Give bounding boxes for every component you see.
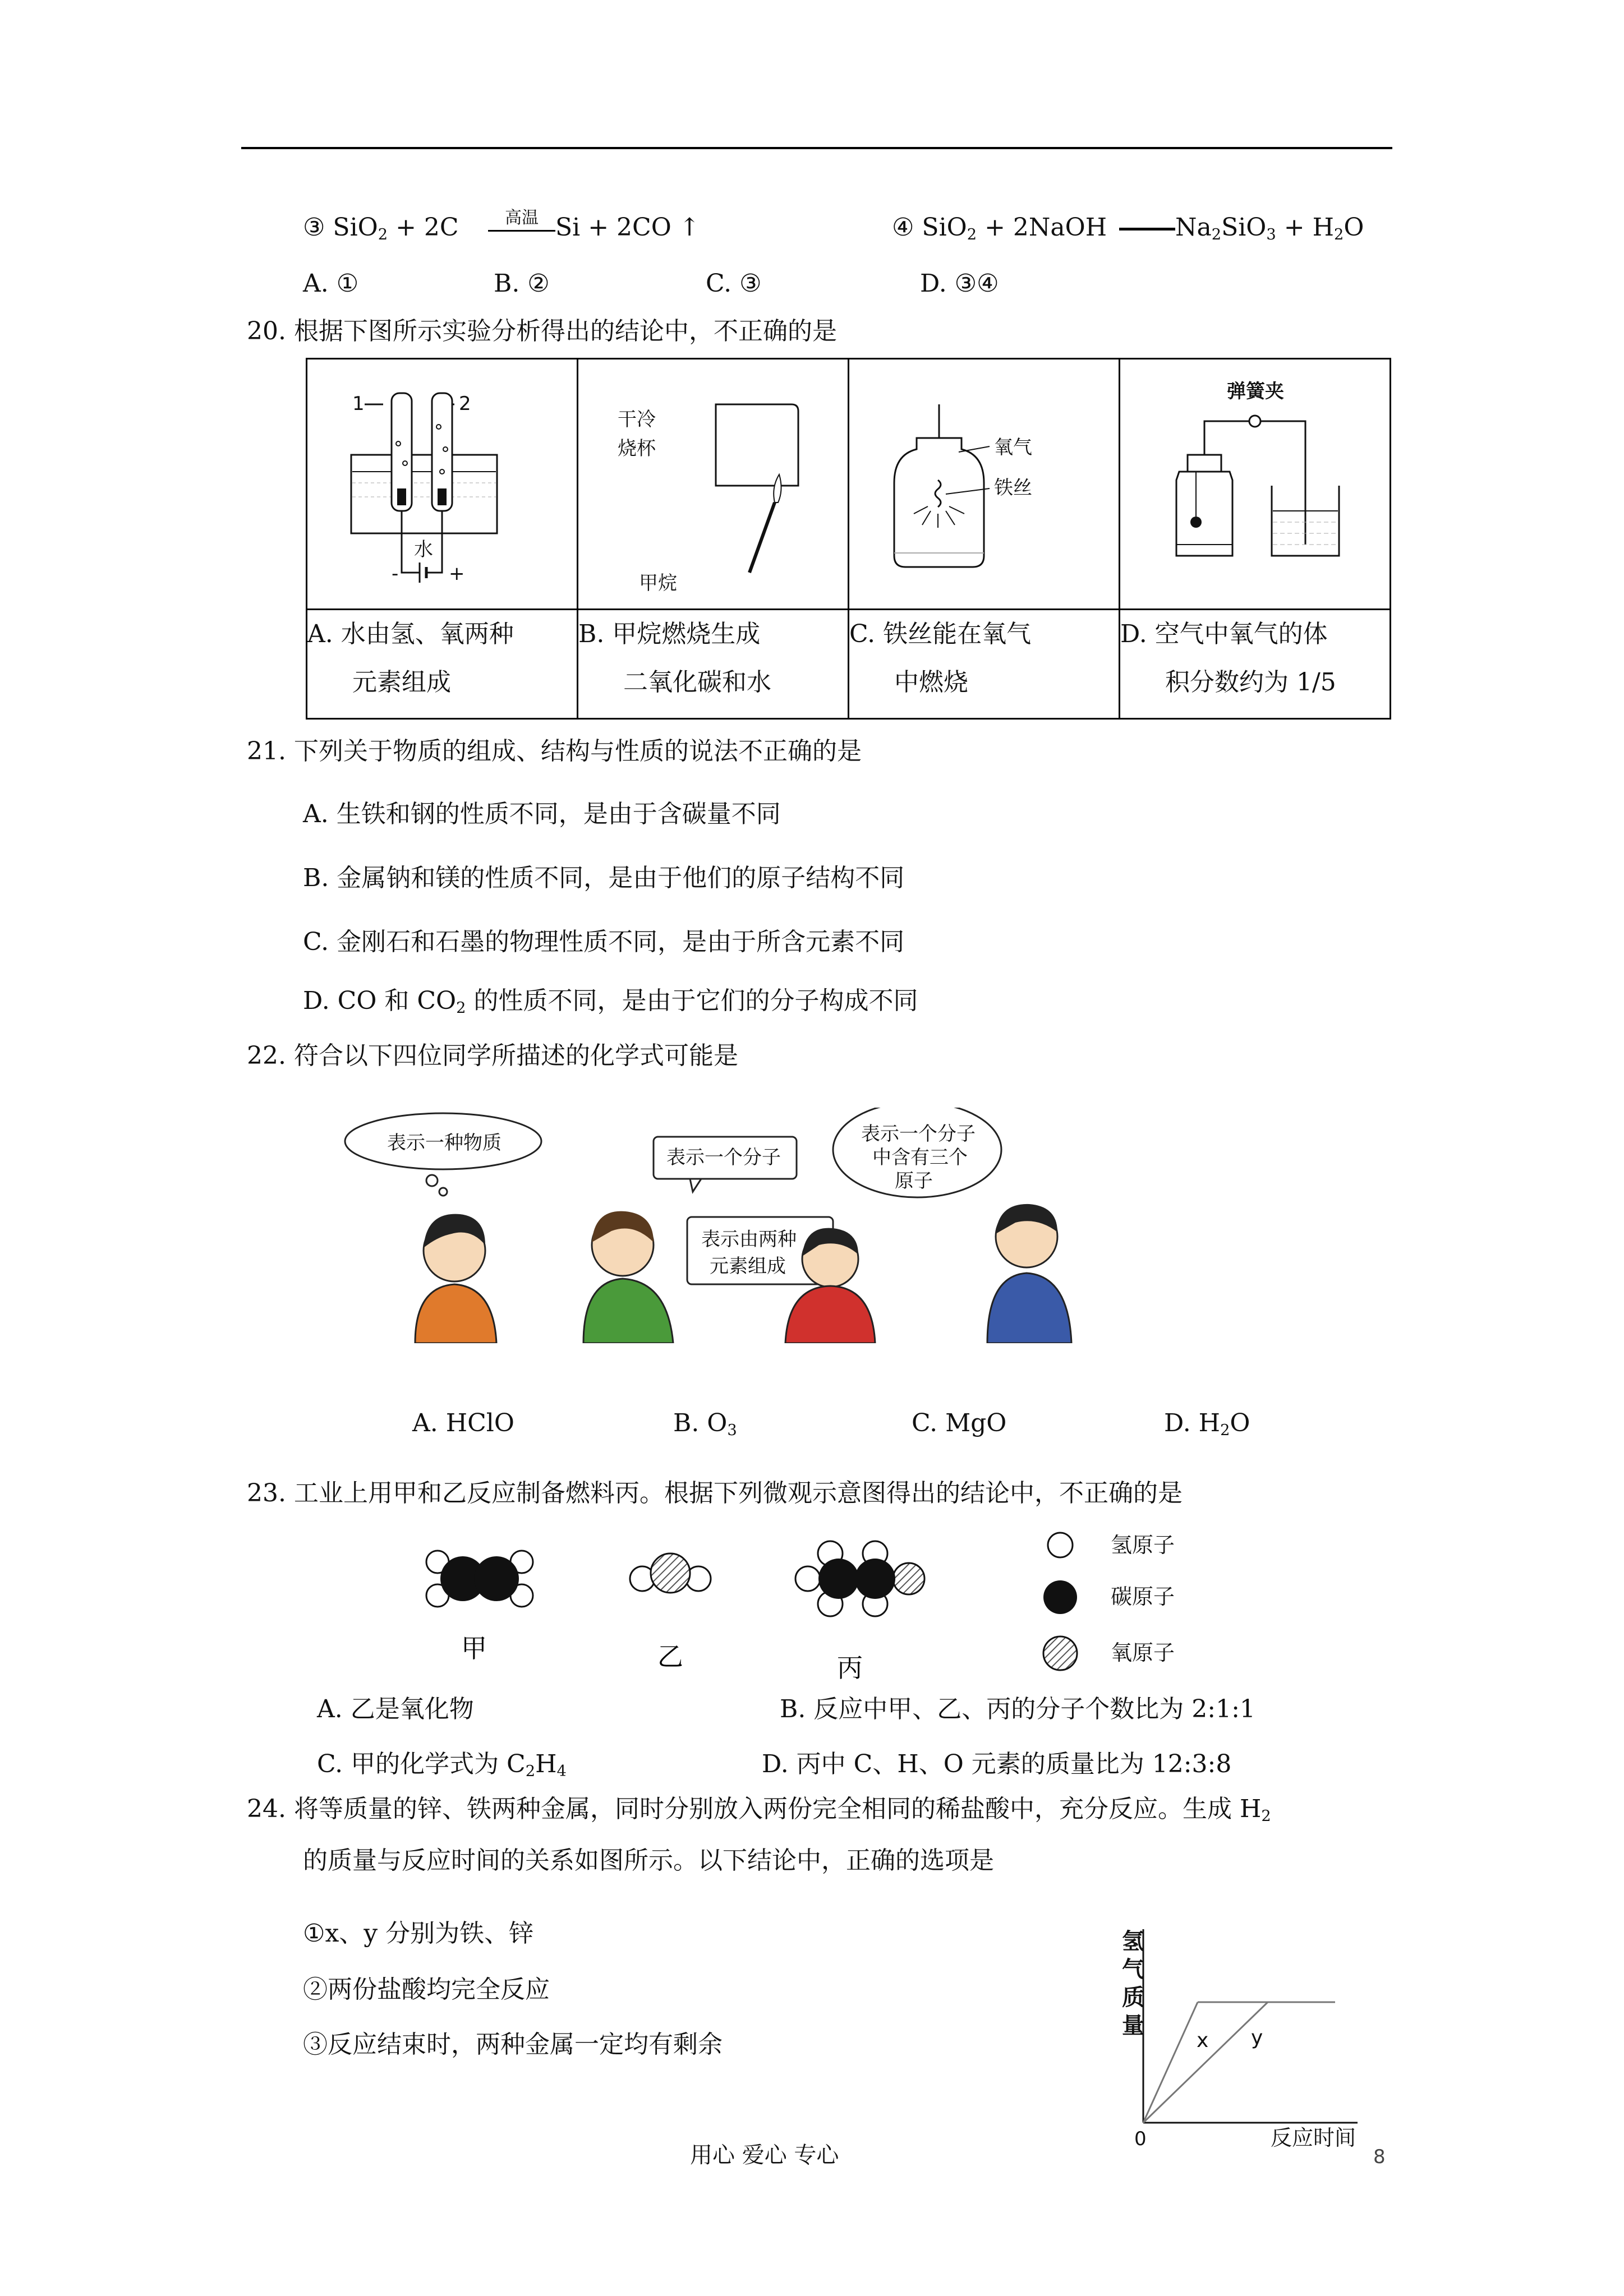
q22-option-c: C. MgO bbox=[912, 1409, 1007, 1437]
legend-hydrogen-swatch bbox=[1048, 1533, 1073, 1557]
molecule-bing-label: 丙 bbox=[837, 1653, 863, 1683]
condition-high-temp: 高温 bbox=[488, 209, 555, 242]
exp-methane-combustion bbox=[578, 359, 849, 610]
bubble-one-molecule: 表示一个分子 bbox=[666, 1146, 781, 1169]
legend-oxygen-swatch bbox=[1043, 1636, 1077, 1670]
caption-a: A. 水由氢、氧两种 元素组成 bbox=[307, 610, 578, 719]
bubble-two-elements-1: 表示由两种 bbox=[701, 1228, 797, 1251]
series-y-label: y bbox=[1251, 2026, 1263, 2049]
q21-option-a: A. 生铁和钢的性质不同，是由于含碳量不同 bbox=[303, 800, 781, 828]
page-number: 8 bbox=[1373, 2146, 1386, 2168]
beaker-label-2: 烧杯 bbox=[618, 437, 656, 460]
molecule-diagram bbox=[415, 1525, 1268, 1688]
graph-origin: 0 bbox=[1134, 2128, 1147, 2150]
bubble-three-atoms-2: 中含有三个 bbox=[872, 1146, 968, 1169]
equation-3-products: Si + 2CO ↑ bbox=[555, 213, 700, 242]
legend-carbon: 碳原子 bbox=[1111, 1584, 1175, 1609]
bubble-three-atoms-3: 原子 bbox=[895, 1170, 933, 1192]
tube-1-label: 1 bbox=[352, 393, 365, 415]
q23-option-b: B. 反应中甲、乙、丙的分子个数比为 2:1:1 bbox=[780, 1695, 1255, 1723]
caption-b: B. 甲烷燃烧生成 二氧化碳和水 bbox=[578, 610, 849, 719]
q24-stem-line1: 24. 将等质量的锌、铁两种金属，同时分别放入两份完全相同的稀盐酸中，充分反应。生成 $H_2$ bbox=[247, 1795, 1271, 1825]
molecule-yi-label: 乙 bbox=[657, 1642, 683, 1672]
q22-option-a: A. HClO bbox=[412, 1409, 514, 1437]
q19-option-d: D. ③④ bbox=[920, 269, 999, 298]
spring-clip-label: 弹簧夹 bbox=[1227, 380, 1284, 403]
series-x-label: x bbox=[1197, 2029, 1209, 2052]
series-y-line bbox=[1143, 2002, 1268, 2123]
tube-2-label: 2 bbox=[459, 393, 471, 415]
graph-ylabel-2: 气 bbox=[1122, 1957, 1144, 1983]
q23-option-c: C. 甲的化学式为 $C_2H_4$ bbox=[317, 1750, 567, 1780]
graph-xlabel: 反应时间 bbox=[1271, 2126, 1356, 2150]
q24-stem-line2: 的质量与反应时间的关系如图所示。以下结论中，正确的选项是 bbox=[303, 1846, 994, 1875]
molecule-jia-label: 甲 bbox=[461, 1633, 487, 1663]
series-x-line bbox=[1143, 2002, 1198, 2123]
q21-option-d: D. CO 和 $CO_2$ 的性质不同，是由于它们的分子构成不同 bbox=[303, 986, 918, 1017]
q24-statement-3: ③反应结束时，两种金属一定均有剩余 bbox=[303, 2030, 723, 2059]
q23-stem: 23. 工业上用甲和乙反应制备燃料丙。根据下列微观示意图得出的结论中，不正确的是 bbox=[247, 1479, 1183, 1507]
q20-experiment-table bbox=[306, 358, 1391, 720]
q24-statement-1: ①x、y 分别为铁、锌 bbox=[303, 1919, 534, 1948]
q20-stem: 20. 根据下图所示实验分析得出的结论中，不正确的是 bbox=[247, 317, 837, 345]
caption-d: D. 空气中氧气的体 积分数约为 1/5 bbox=[1120, 610, 1391, 719]
equation-4-products: $Na_2SiO_3 + H_2O$ bbox=[1175, 213, 1364, 243]
q19-option-a: A. ① bbox=[303, 269, 359, 298]
graph-ylabel-1: 氢 bbox=[1122, 1929, 1144, 1954]
caption-c: C. 铁丝能在氧气 中燃烧 bbox=[849, 610, 1120, 719]
equation-4: ④ SiO$_2$ + 2NaOH bbox=[892, 213, 1107, 243]
q21-stem: 21. 下列关于物质的组成、结构与性质的说法不正确的是 bbox=[247, 737, 862, 766]
q24-graph bbox=[1111, 1924, 1391, 2159]
bubble-substance: 表示一种物质 bbox=[387, 1132, 502, 1154]
q23-option-d: D. 丙中 C、H、O 元素的质量比为 12:3:8 bbox=[762, 1750, 1232, 1778]
q22-option-d: D. $H_2O$ bbox=[1164, 1409, 1250, 1439]
iron-wire-label: 铁丝 bbox=[994, 477, 1032, 499]
electrolysis-figure bbox=[307, 359, 576, 606]
legend-carbon-swatch bbox=[1043, 1580, 1077, 1614]
exp-electrolysis-cell bbox=[307, 359, 578, 610]
graph-ylabel-4: 量 bbox=[1122, 2013, 1144, 2039]
exp-air-oxygen bbox=[1120, 359, 1391, 610]
q21-option-b: B. 金属钠和镁的性质不同，是由于他们的原子结构不同 bbox=[303, 864, 905, 892]
water-label: 水 bbox=[414, 538, 433, 561]
students-illustration bbox=[342, 1108, 1111, 1343]
legend-oxygen: 氧原子 bbox=[1111, 1640, 1175, 1665]
battery-minus: - bbox=[392, 563, 399, 585]
air-oxygen-figure bbox=[1120, 359, 1388, 606]
q21-option-c: C. 金刚石和石墨的物理性质不同，是由于所含元素不同 bbox=[303, 928, 905, 956]
exp-iron-burning bbox=[849, 359, 1120, 610]
graph-ylabel-3: 质 bbox=[1122, 1985, 1144, 2011]
q23-option-a: A. 乙是氧化物 bbox=[317, 1695, 474, 1723]
oxygen-label: 氧气 bbox=[994, 436, 1032, 459]
beaker-label-1: 干冷 bbox=[618, 408, 656, 431]
iron-wire-figure bbox=[849, 359, 1117, 606]
header-rule bbox=[241, 147, 1392, 149]
q19-option-c: C. ③ bbox=[706, 269, 762, 298]
legend-hydrogen: 氢原子 bbox=[1111, 1533, 1175, 1557]
methane-label: 甲烷 bbox=[639, 572, 677, 594]
q19-option-b: B. ② bbox=[494, 269, 550, 298]
footer-motto: 用心 爱心 专心 bbox=[690, 2142, 839, 2168]
bubble-two-elements-2: 元素组成 bbox=[710, 1255, 786, 1278]
q22-stem: 22. 符合以下四位同学所描述的化学式可能是 bbox=[247, 1041, 738, 1070]
methane-figure bbox=[578, 359, 846, 606]
equation-4-arrow bbox=[1119, 228, 1175, 230]
battery-plus: + bbox=[449, 563, 465, 585]
q24-statement-2: ②两份盐酸均完全反应 bbox=[303, 1975, 550, 2004]
bubble-three-atoms-1: 表示一个分子 bbox=[861, 1123, 976, 1145]
equation-3: ③ SiO$_2$ + 2C bbox=[303, 213, 459, 243]
q22-option-b: B. $O_3$ bbox=[673, 1409, 737, 1439]
